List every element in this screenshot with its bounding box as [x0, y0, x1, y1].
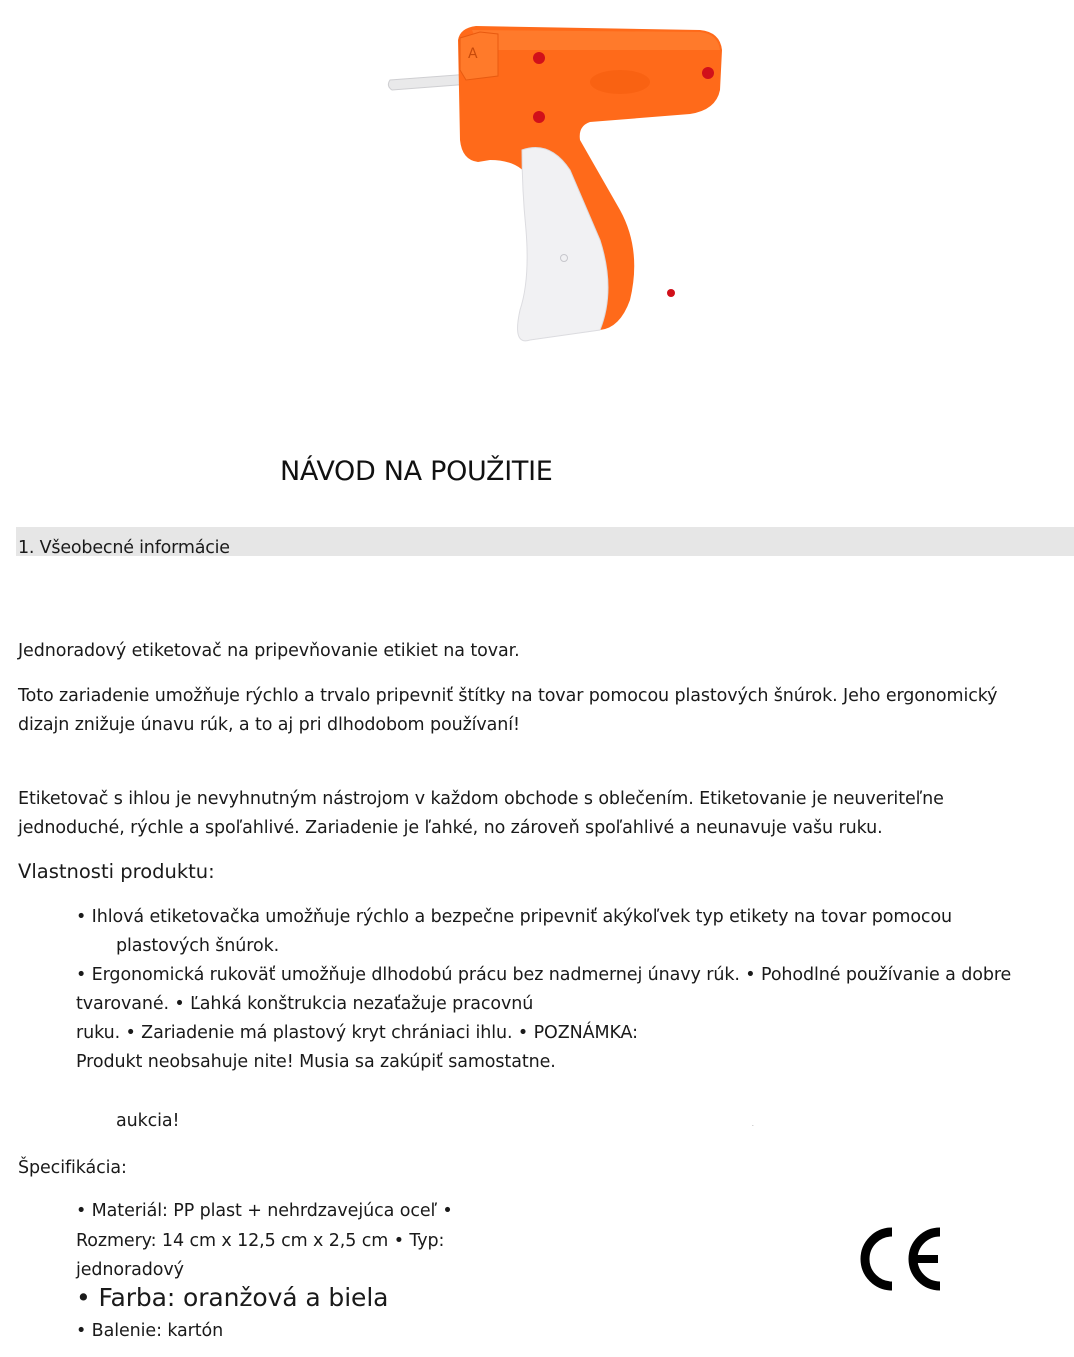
paragraph-2-line-2: jednoduché, rýchle a spoľahlivé. Zariadenie je ľahké, no zároveň spoľahlivé a neunavuje vašu ruku.: [18, 818, 883, 838]
rivet-hole: [667, 289, 675, 297]
nose-cap: [460, 32, 498, 80]
feature-line: Produkt neobsahuje nite! Musia sa zakúpiť samostatne.: [76, 1052, 556, 1072]
spec-line: jednoradový: [76, 1260, 184, 1280]
spec-line: Rozmery: 14 cm x 12,5 cm x 2,5 cm • Typ:: [76, 1231, 445, 1251]
feature-line: • Ihlová etiketovačka umožňuje rýchlo a bezpečne pripevniť akýkoľvek typ etikety na tovar pomocou: [76, 907, 953, 927]
feature-line: tvarované. • Ľahká konštrukcia nezaťažuje pracovnú: [76, 994, 534, 1014]
ce-mark-text: CE: [752, 1126, 754, 1127]
rivet-hole: [533, 52, 545, 64]
spec-line-color: • Farba: oranžová a biela: [76, 1283, 389, 1312]
paragraph-1-line-1: Toto zariadenie umožňuje rýchlo a trvalo pripevniť štítky na tovar pomocou plastových šnúrok. Jeho ergonomický: [18, 686, 998, 706]
rivet-hole: [702, 67, 714, 79]
intro-text: Jednoradový etiketovač na pripevňovanie etikiet na tovar.: [18, 641, 520, 661]
feature-line: • Ergonomická rukoväť umožňuje dlhodobú prácu bez nadmernej únavy rúk. • Pohodlné používanie a dobre: [76, 965, 1012, 985]
features-trailing-text: aukcia!: [116, 1111, 180, 1131]
paragraph-2-line-1: Etiketovač s ihlou je nevyhnutným nástrojom v každom obchode s oblečením. Etiketovanie je neuveriteľne: [18, 789, 944, 809]
section-heading: 1. Všeobecné informácie: [18, 538, 230, 558]
svg-text:A: A: [468, 46, 478, 62]
features-heading: Vlastnosti produktu:: [18, 860, 215, 883]
spec-line: • Balenie: kartón: [76, 1321, 224, 1341]
feature-line: plastových šnúrok.: [116, 936, 280, 956]
page-title: NÁVOD NA POUŽITIE: [280, 456, 553, 487]
spec-line: • Materiál: PP plast + nehrdzavejúca oceľ •: [76, 1201, 453, 1221]
paragraph-1-line-2: dizajn znižuje únavu rúk, a to aj pri dlhodobom používaní!: [18, 715, 520, 735]
product-image-tagging-gun: [380, 10, 740, 355]
feature-line: ruku. • Zariadenie má plastový kryt chrániaci ihlu. • POZNÁMKA:: [76, 1023, 638, 1043]
ce-mark-icon: [752, 1126, 944, 1292]
rivet-hole: [533, 111, 545, 123]
needle: [388, 74, 470, 90]
specs-heading: Špecifikácia:: [18, 1158, 127, 1178]
